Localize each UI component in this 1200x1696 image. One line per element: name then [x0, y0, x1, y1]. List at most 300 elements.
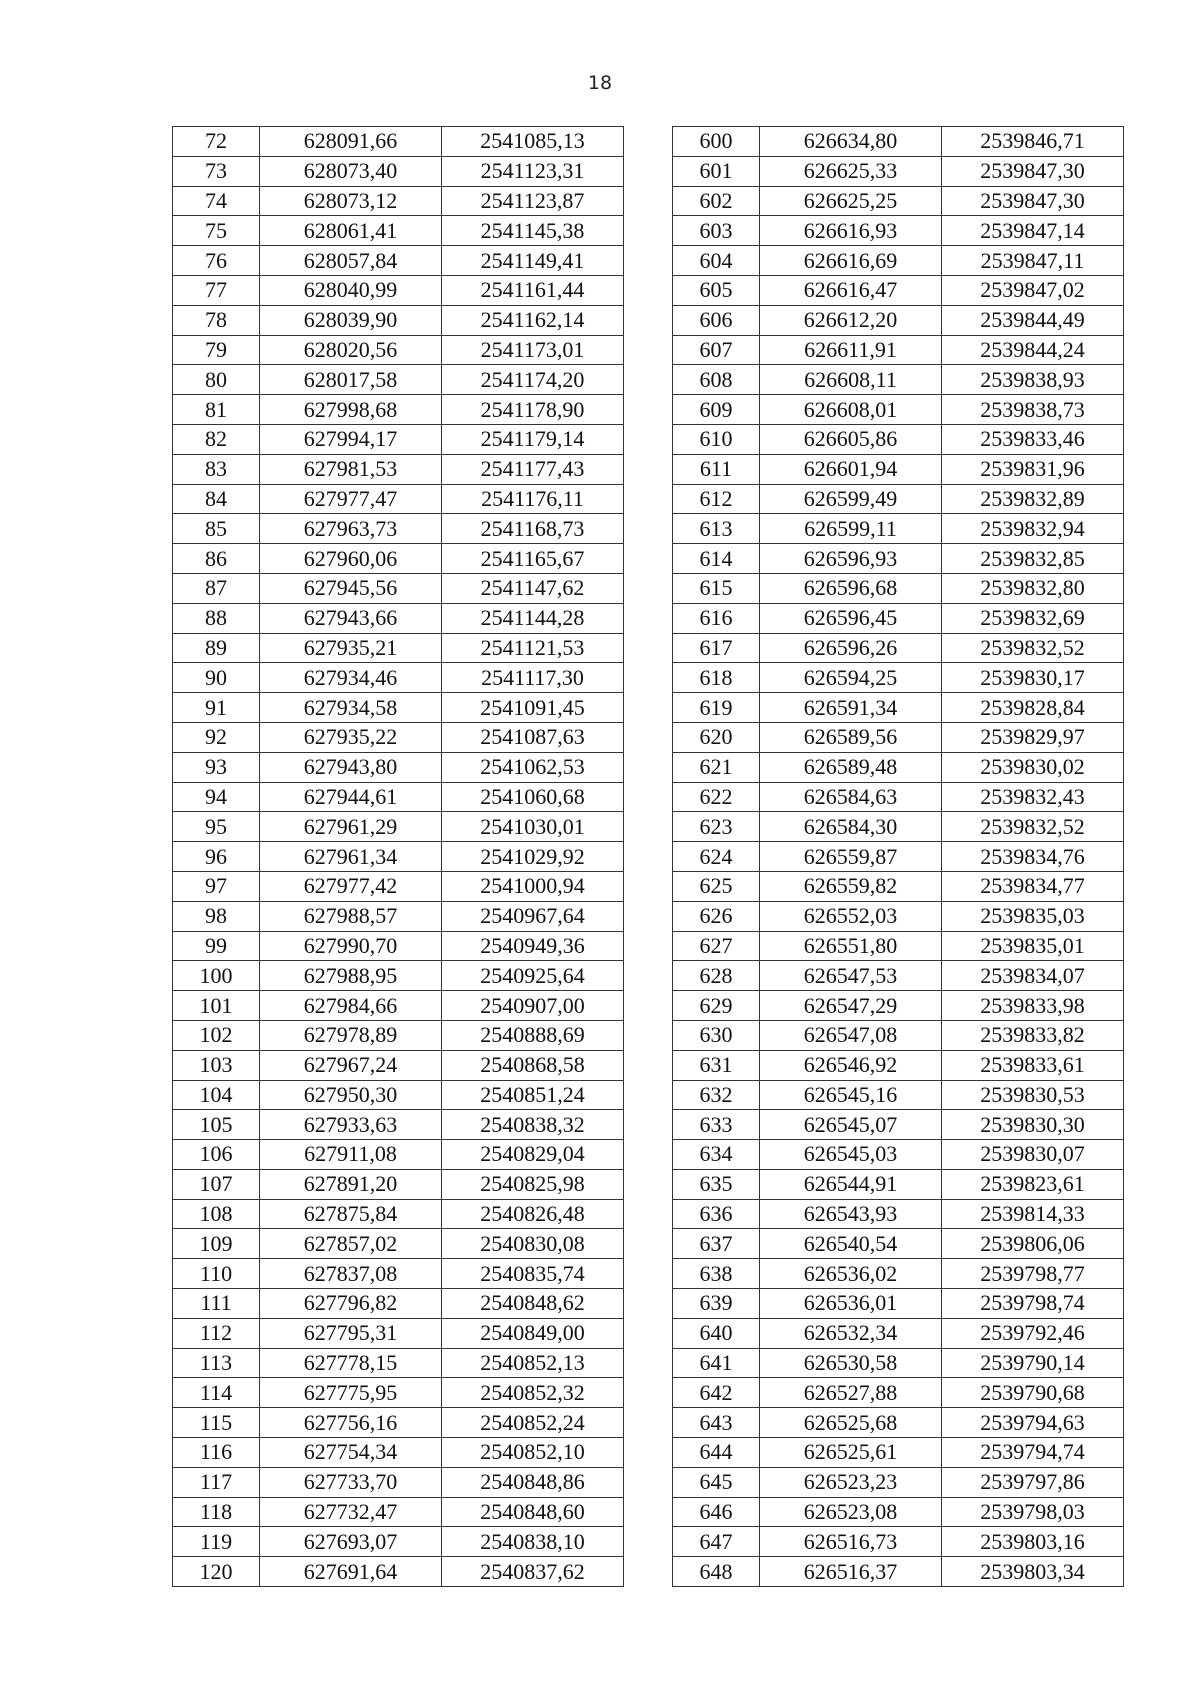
table-row	[173, 1199, 1124, 1229]
y-coordinate-right: 2539790,68	[942, 1378, 1124, 1408]
y-coordinate-left: 2540852,24	[442, 1408, 624, 1438]
x-coordinate-left: 628040,99	[260, 275, 442, 305]
page-number: 18	[587, 72, 613, 94]
table-row	[173, 603, 1124, 633]
x-coordinate-left: 628039,90	[260, 305, 442, 335]
column-gap	[624, 275, 673, 305]
point-number-left: 85	[173, 514, 260, 544]
y-coordinate-right: 2539844,24	[942, 335, 1124, 365]
table-row	[173, 544, 1124, 574]
y-coordinate-right: 2539790,14	[942, 1348, 1124, 1378]
x-coordinate-left: 627795,31	[260, 1318, 442, 1348]
table-row	[173, 275, 1124, 305]
point-number-left: 111	[173, 1289, 260, 1319]
x-coordinate-left: 627990,70	[260, 931, 442, 961]
y-coordinate-left: 2540837,62	[442, 1557, 624, 1587]
point-number-left: 92	[173, 722, 260, 752]
point-number-left: 95	[173, 812, 260, 842]
point-number-left: 75	[173, 216, 260, 246]
point-number-left: 76	[173, 246, 260, 276]
table-row	[173, 305, 1124, 335]
y-coordinate-right: 2539834,07	[942, 961, 1124, 991]
y-coordinate-left: 2540838,10	[442, 1527, 624, 1557]
table-row	[173, 186, 1124, 216]
table-row	[173, 961, 1124, 991]
x-coordinate-left: 627933,63	[260, 1110, 442, 1140]
x-coordinate-left: 627837,08	[260, 1259, 442, 1289]
x-coordinate-left: 627775,95	[260, 1378, 442, 1408]
y-coordinate-left: 2541085,13	[442, 127, 624, 157]
y-coordinate-left: 2540838,32	[442, 1110, 624, 1140]
column-gap	[624, 1467, 673, 1497]
column-gap	[624, 1289, 673, 1319]
table-row	[173, 752, 1124, 782]
column-gap	[624, 1259, 673, 1289]
y-coordinate-left: 2540868,58	[442, 1050, 624, 1080]
y-coordinate-right: 2539832,43	[942, 782, 1124, 812]
x-coordinate-left: 627796,82	[260, 1289, 442, 1319]
point-number-left: 116	[173, 1438, 260, 1468]
point-number-right: 617	[673, 633, 760, 663]
x-coordinate-right: 626536,01	[760, 1289, 942, 1319]
point-number-right: 636	[673, 1199, 760, 1229]
y-coordinate-right: 2539832,52	[942, 633, 1124, 663]
x-coordinate-left: 628061,41	[260, 216, 442, 246]
y-coordinate-right: 2539847,30	[942, 186, 1124, 216]
point-number-left: 114	[173, 1378, 260, 1408]
y-coordinate-left: 2540848,86	[442, 1467, 624, 1497]
table-row	[173, 1080, 1124, 1110]
point-number-right: 643	[673, 1408, 760, 1438]
point-number-right: 648	[673, 1557, 760, 1587]
y-coordinate-left: 2540852,10	[442, 1438, 624, 1468]
y-coordinate-left: 2541178,90	[442, 395, 624, 425]
point-number-left: 117	[173, 1467, 260, 1497]
column-gap	[624, 812, 673, 842]
point-number-left: 97	[173, 871, 260, 901]
x-coordinate-left: 627981,53	[260, 454, 442, 484]
x-coordinate-right: 626594,25	[760, 663, 942, 693]
column-gap	[624, 1438, 673, 1468]
y-coordinate-right: 2539814,33	[942, 1199, 1124, 1229]
y-coordinate-right: 2539833,98	[942, 991, 1124, 1021]
y-coordinate-right: 2539794,74	[942, 1438, 1124, 1468]
x-coordinate-right: 626596,26	[760, 633, 942, 663]
point-number-right: 633	[673, 1110, 760, 1140]
point-number-right: 611	[673, 454, 760, 484]
y-coordinate-left: 2541030,01	[442, 812, 624, 842]
x-coordinate-right: 626599,49	[760, 484, 942, 514]
y-coordinate-right: 2539828,84	[942, 693, 1124, 723]
point-number-right: 603	[673, 216, 760, 246]
x-coordinate-right: 626605,86	[760, 424, 942, 454]
column-gap	[624, 1080, 673, 1110]
table-row	[173, 663, 1124, 693]
table-row	[173, 812, 1124, 842]
table-row	[173, 1050, 1124, 1080]
point-number-right: 602	[673, 186, 760, 216]
point-number-left: 99	[173, 931, 260, 961]
x-coordinate-left: 628020,56	[260, 335, 442, 365]
y-coordinate-right: 2539803,16	[942, 1527, 1124, 1557]
point-number-right: 629	[673, 991, 760, 1021]
x-coordinate-right: 626544,91	[760, 1169, 942, 1199]
point-number-left: 119	[173, 1527, 260, 1557]
x-coordinate-left: 627754,34	[260, 1438, 442, 1468]
table-row	[173, 901, 1124, 931]
point-number-right: 630	[673, 1020, 760, 1050]
y-coordinate-left: 2540829,04	[442, 1140, 624, 1170]
y-coordinate-left: 2541161,44	[442, 275, 624, 305]
point-number-left: 78	[173, 305, 260, 335]
point-number-right: 605	[673, 275, 760, 305]
x-coordinate-left: 627988,57	[260, 901, 442, 931]
point-number-left: 90	[173, 663, 260, 693]
table-row	[173, 931, 1124, 961]
column-gap	[624, 484, 673, 514]
x-coordinate-right: 626523,08	[760, 1497, 942, 1527]
y-coordinate-right: 2539830,07	[942, 1140, 1124, 1170]
column-gap	[624, 752, 673, 782]
point-number-right: 601	[673, 156, 760, 186]
x-coordinate-right: 626559,82	[760, 871, 942, 901]
point-number-left: 100	[173, 961, 260, 991]
x-coordinate-left: 627756,16	[260, 1408, 442, 1438]
table-row	[173, 127, 1124, 157]
point-number-left: 82	[173, 424, 260, 454]
point-number-left: 113	[173, 1348, 260, 1378]
point-number-left: 91	[173, 693, 260, 723]
point-number-right: 639	[673, 1289, 760, 1319]
point-number-right: 613	[673, 514, 760, 544]
y-coordinate-left: 2541091,45	[442, 693, 624, 723]
point-number-right: 606	[673, 305, 760, 335]
column-gap	[624, 156, 673, 186]
x-coordinate-left: 628057,84	[260, 246, 442, 276]
x-coordinate-right: 626525,61	[760, 1438, 942, 1468]
point-number-left: 74	[173, 186, 260, 216]
column-gap	[624, 127, 673, 157]
y-coordinate-right: 2539797,86	[942, 1467, 1124, 1497]
x-coordinate-left: 627988,95	[260, 961, 442, 991]
column-gap	[624, 1229, 673, 1259]
x-coordinate-right: 626612,20	[760, 305, 942, 335]
y-coordinate-left: 2540888,69	[442, 1020, 624, 1050]
y-coordinate-right: 2539847,11	[942, 246, 1124, 276]
column-gap	[624, 1527, 673, 1557]
table-row	[173, 991, 1124, 1021]
point-number-right: 608	[673, 365, 760, 395]
x-coordinate-left: 627963,73	[260, 514, 442, 544]
column-gap	[624, 782, 673, 812]
y-coordinate-right: 2539847,30	[942, 156, 1124, 186]
x-coordinate-right: 626589,48	[760, 752, 942, 782]
y-coordinate-right: 2539832,52	[942, 812, 1124, 842]
x-coordinate-right: 626608,11	[760, 365, 942, 395]
y-coordinate-right: 2539834,76	[942, 842, 1124, 872]
y-coordinate-left: 2540851,24	[442, 1080, 624, 1110]
x-coordinate-right: 626611,91	[760, 335, 942, 365]
table-row	[173, 1140, 1124, 1170]
y-coordinate-left: 2541177,43	[442, 454, 624, 484]
point-number-right: 610	[673, 424, 760, 454]
point-number-left: 87	[173, 573, 260, 603]
x-coordinate-right: 626543,93	[760, 1199, 942, 1229]
table-row	[173, 1497, 1124, 1527]
table-row	[173, 1229, 1124, 1259]
point-number-left: 83	[173, 454, 260, 484]
column-gap	[624, 663, 673, 693]
column-gap	[624, 454, 673, 484]
table-row	[173, 1259, 1124, 1289]
point-number-right: 631	[673, 1050, 760, 1080]
x-coordinate-left: 627693,07	[260, 1527, 442, 1557]
point-number-left: 80	[173, 365, 260, 395]
x-coordinate-right: 626530,58	[760, 1348, 942, 1378]
column-gap	[624, 424, 673, 454]
y-coordinate-right: 2539830,02	[942, 752, 1124, 782]
y-coordinate-left: 2541000,94	[442, 871, 624, 901]
table-row	[173, 514, 1124, 544]
table-row	[173, 782, 1124, 812]
x-coordinate-left: 627934,58	[260, 693, 442, 723]
y-coordinate-right: 2539798,03	[942, 1497, 1124, 1527]
x-coordinate-right: 626547,29	[760, 991, 942, 1021]
point-number-left: 73	[173, 156, 260, 186]
point-number-right: 627	[673, 931, 760, 961]
y-coordinate-left: 2541029,92	[442, 842, 624, 872]
table-row	[173, 484, 1124, 514]
x-coordinate-right: 626601,94	[760, 454, 942, 484]
x-coordinate-right: 626591,34	[760, 693, 942, 723]
x-coordinate-right: 626584,63	[760, 782, 942, 812]
point-number-right: 607	[673, 335, 760, 365]
x-coordinate-right: 626596,93	[760, 544, 942, 574]
point-number-left: 94	[173, 782, 260, 812]
table-row	[173, 216, 1124, 246]
y-coordinate-left: 2541174,20	[442, 365, 624, 395]
y-coordinate-right: 2539803,34	[942, 1557, 1124, 1587]
point-number-left: 88	[173, 603, 260, 633]
x-coordinate-left: 627911,08	[260, 1140, 442, 1170]
y-coordinate-right: 2539830,17	[942, 663, 1124, 693]
point-number-right: 609	[673, 395, 760, 425]
table-row	[173, 1527, 1124, 1557]
column-gap	[624, 871, 673, 901]
y-coordinate-right: 2539806,06	[942, 1229, 1124, 1259]
y-coordinate-left: 2540925,64	[442, 961, 624, 991]
x-coordinate-right: 626616,69	[760, 246, 942, 276]
point-number-left: 81	[173, 395, 260, 425]
point-number-left: 108	[173, 1199, 260, 1229]
column-gap	[624, 216, 673, 246]
table-row	[173, 1318, 1124, 1348]
point-number-right: 625	[673, 871, 760, 901]
y-coordinate-left: 2541121,53	[442, 633, 624, 663]
column-gap	[624, 1140, 673, 1170]
y-coordinate-left: 2541168,73	[442, 514, 624, 544]
table-row	[173, 156, 1124, 186]
y-coordinate-left: 2540907,00	[442, 991, 624, 1021]
x-coordinate-left: 628091,66	[260, 127, 442, 157]
point-number-left: 72	[173, 127, 260, 157]
point-number-right: 640	[673, 1318, 760, 1348]
point-number-right: 635	[673, 1169, 760, 1199]
y-coordinate-left: 2540848,62	[442, 1289, 624, 1319]
point-number-left: 110	[173, 1259, 260, 1289]
table-row	[173, 1408, 1124, 1438]
y-coordinate-left: 2541165,67	[442, 544, 624, 574]
point-number-right: 619	[673, 693, 760, 723]
y-coordinate-left: 2540848,60	[442, 1497, 624, 1527]
point-number-left: 102	[173, 1020, 260, 1050]
column-gap	[624, 1497, 673, 1527]
y-coordinate-right: 2539831,96	[942, 454, 1124, 484]
x-coordinate-left: 627994,17	[260, 424, 442, 454]
x-coordinate-left: 627944,61	[260, 782, 442, 812]
point-number-left: 104	[173, 1080, 260, 1110]
table-row	[173, 365, 1124, 395]
y-coordinate-left: 2541060,68	[442, 782, 624, 812]
x-coordinate-left: 627943,80	[260, 752, 442, 782]
column-gap	[624, 961, 673, 991]
column-gap	[624, 544, 673, 574]
x-coordinate-left: 628017,58	[260, 365, 442, 395]
point-number-right: 604	[673, 246, 760, 276]
point-number-left: 79	[173, 335, 260, 365]
column-gap	[624, 931, 673, 961]
column-gap	[624, 335, 673, 365]
column-gap	[624, 722, 673, 752]
y-coordinate-right: 2539835,03	[942, 901, 1124, 931]
point-number-right: 638	[673, 1259, 760, 1289]
point-number-left: 120	[173, 1557, 260, 1587]
x-coordinate-left: 627960,06	[260, 544, 442, 574]
point-number-left: 105	[173, 1110, 260, 1140]
y-coordinate-left: 2541123,87	[442, 186, 624, 216]
y-coordinate-right: 2539835,01	[942, 931, 1124, 961]
point-number-right: 616	[673, 603, 760, 633]
y-coordinate-right: 2539792,46	[942, 1318, 1124, 1348]
y-coordinate-right: 2539838,73	[942, 395, 1124, 425]
point-number-right: 626	[673, 901, 760, 931]
x-coordinate-right: 626625,25	[760, 186, 942, 216]
point-number-left: 93	[173, 752, 260, 782]
x-coordinate-right: 626525,68	[760, 1408, 942, 1438]
y-coordinate-left: 2541162,14	[442, 305, 624, 335]
point-number-right: 646	[673, 1497, 760, 1527]
point-number-right: 600	[673, 127, 760, 157]
point-number-right: 612	[673, 484, 760, 514]
y-coordinate-right: 2539829,97	[942, 722, 1124, 752]
x-coordinate-right: 626599,11	[760, 514, 942, 544]
table-row	[173, 722, 1124, 752]
x-coordinate-right: 626616,93	[760, 216, 942, 246]
point-number-right: 614	[673, 544, 760, 574]
y-coordinate-right: 2539834,77	[942, 871, 1124, 901]
x-coordinate-right: 626546,92	[760, 1050, 942, 1080]
table-row	[173, 1438, 1124, 1468]
x-coordinate-right: 626552,03	[760, 901, 942, 931]
x-coordinate-right: 626547,08	[760, 1020, 942, 1050]
point-number-right: 632	[673, 1080, 760, 1110]
x-coordinate-left: 627857,02	[260, 1229, 442, 1259]
point-number-left: 112	[173, 1318, 260, 1348]
column-gap	[624, 1169, 673, 1199]
column-gap	[624, 603, 673, 633]
x-coordinate-right: 626545,16	[760, 1080, 942, 1110]
column-gap	[624, 573, 673, 603]
y-coordinate-right: 2539847,14	[942, 216, 1124, 246]
y-coordinate-left: 2541123,31	[442, 156, 624, 186]
table-row	[173, 693, 1124, 723]
column-gap	[624, 395, 673, 425]
point-number-right: 620	[673, 722, 760, 752]
x-coordinate-right: 626536,02	[760, 1259, 942, 1289]
point-number-left: 89	[173, 633, 260, 663]
x-coordinate-left: 627945,56	[260, 573, 442, 603]
y-coordinate-right: 2539846,71	[942, 127, 1124, 157]
y-coordinate-left: 2541147,62	[442, 573, 624, 603]
y-coordinate-left: 2540825,98	[442, 1169, 624, 1199]
coordinates-table-body	[173, 127, 1124, 1587]
y-coordinate-right: 2539798,77	[942, 1259, 1124, 1289]
point-number-right: 618	[673, 663, 760, 693]
x-coordinate-left: 627875,84	[260, 1199, 442, 1229]
column-gap	[624, 246, 673, 276]
x-coordinate-left: 627733,70	[260, 1467, 442, 1497]
x-coordinate-right: 626551,80	[760, 931, 942, 961]
y-coordinate-left: 2541179,14	[442, 424, 624, 454]
column-gap	[624, 633, 673, 663]
column-gap	[624, 991, 673, 1021]
x-coordinate-left: 628073,40	[260, 156, 442, 186]
x-coordinate-right: 626532,34	[760, 1318, 942, 1348]
table-row	[173, 395, 1124, 425]
x-coordinate-left: 627961,29	[260, 812, 442, 842]
column-gap	[624, 186, 673, 216]
point-number-right: 615	[673, 573, 760, 603]
point-number-left: 106	[173, 1140, 260, 1170]
x-coordinate-right: 626625,33	[760, 156, 942, 186]
x-coordinate-left: 627978,89	[260, 1020, 442, 1050]
x-coordinate-left: 627943,66	[260, 603, 442, 633]
x-coordinate-right: 626584,30	[760, 812, 942, 842]
table-row	[173, 1020, 1124, 1050]
point-number-left: 101	[173, 991, 260, 1021]
table-row	[173, 1467, 1124, 1497]
column-gap	[624, 1408, 673, 1438]
y-coordinate-left: 2540852,32	[442, 1378, 624, 1408]
x-coordinate-right: 626540,54	[760, 1229, 942, 1259]
y-coordinate-left: 2540830,08	[442, 1229, 624, 1259]
y-coordinate-right: 2539833,61	[942, 1050, 1124, 1080]
point-number-left: 115	[173, 1408, 260, 1438]
y-coordinate-right: 2539832,85	[942, 544, 1124, 574]
column-gap	[624, 1378, 673, 1408]
y-coordinate-right: 2539798,74	[942, 1289, 1124, 1319]
x-coordinate-right: 626527,88	[760, 1378, 942, 1408]
point-number-right: 642	[673, 1378, 760, 1408]
point-number-right: 634	[673, 1140, 760, 1170]
x-coordinate-left: 628073,12	[260, 186, 442, 216]
point-number-right: 621	[673, 752, 760, 782]
y-coordinate-right: 2539838,93	[942, 365, 1124, 395]
x-coordinate-left: 627935,22	[260, 722, 442, 752]
coordinates-table	[172, 126, 1124, 1587]
point-number-left: 107	[173, 1169, 260, 1199]
x-coordinate-right: 626634,80	[760, 127, 942, 157]
